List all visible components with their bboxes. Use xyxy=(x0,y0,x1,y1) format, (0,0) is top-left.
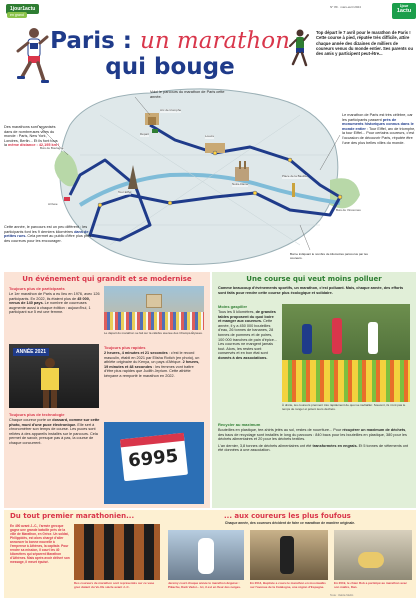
recycle-text-a: Bouteilles en plastique, tee-shirts jetés au sol, restes de nourriture... Pour xyxy=(218,428,343,432)
participants-heading: Toujours plus de participants xyxy=(9,286,65,291)
intro-text: Top départ le 7 avril pour le marathon de Paris ! Cette course à pied, réputée très difficile, attire chaque année des dizaines de milliers de coureurs venus du monde entier. Ses parents ou des amis y participent peut-être... xyxy=(316,30,414,57)
crazy-runners-subtitle: Chaque année, des coureurs décident de faire ce marathon de manière originale. xyxy=(224,521,356,525)
record-photo xyxy=(9,344,99,408)
participants-text-c: Le nombre de coureuses augmente aussi à chaque édition : aujourd'hui, 1 participant sur 5 est une femme. xyxy=(9,301,91,315)
recycle-text xyxy=(218,428,410,442)
recycle-highlight: récupérer un maximum de déchets xyxy=(342,428,406,432)
technology-block xyxy=(9,412,101,446)
logo-main: 1actu xyxy=(396,8,412,15)
issue-date: N° 89 · mars-avril 2024 xyxy=(330,5,361,9)
route-map xyxy=(0,85,420,270)
waste-text-c: Cette année, il y a 450 000 bouteilles d'eau, 26 tonnes de bananes, 28 tonnes de pommes et de poires, 100 000 tranches de pain d'épice... Les coureurs ne mangent jamais tout. Alors, les restes sont conservés et en bon état sont xyxy=(218,319,277,356)
runner-illustration-left xyxy=(14,25,50,85)
section-less-pollution xyxy=(212,272,416,508)
title-part-1: Paris : xyxy=(50,28,132,54)
top-bar xyxy=(0,0,420,22)
monuments-text-c: : Tour Eiffel, arc de triomphe, la tour Eiffel... Pour certains coureurs, c'est l'occasion de découvrir Paris, réputée être l'une des plus belles villes du monde. xyxy=(342,126,416,145)
map-label-vincennes: Bois de Vincennes xyxy=(336,208,361,212)
distance-note xyxy=(4,125,60,148)
bib-number: 6995 xyxy=(127,445,180,472)
route-change-highlight: dans de petites rues. xyxy=(4,229,89,239)
race-bib xyxy=(120,433,188,481)
champs-elysees-photo xyxy=(104,286,204,330)
brand-sub-badge: en grand xyxy=(7,12,27,18)
technology-heading: Toujours plus de technologie xyxy=(9,412,65,417)
runner-illustration-right xyxy=(288,28,310,68)
men-record: 2 heures, 4 minutes et 21 secondes xyxy=(104,351,168,355)
technology-highlight: dossard, comme sur cette photo, muni d'une puce électronique. xyxy=(9,418,100,427)
technology-text xyxy=(9,418,101,446)
map-label-bastille: Place de la Bastille xyxy=(282,174,308,178)
champs-elysees-caption: Le départ du marathon se fait sur la célèbre avenue des Champs-Élysées. xyxy=(104,331,203,335)
logo xyxy=(392,3,416,19)
distance-note-text: Des marathons sont organisés dans de nombreuses villes du monde : Paris, New York, Londres, Berlin... Et ils font tous la xyxy=(4,125,58,148)
footer-credit: Texte : Valérie Martin xyxy=(330,594,354,597)
waste-heading: Moins gaspiller xyxy=(218,304,248,309)
route-note: Voici le parcours du marathon de Paris cette année. xyxy=(150,90,225,99)
page-title xyxy=(50,28,290,80)
greek-vase-photo xyxy=(74,524,160,580)
greek-vase-caption: Des coureurs de marathon sont représentés sur ce vase grec datant du Ve-IVe siècle avant J.-C. xyxy=(74,581,155,589)
waste-highlight-2: donnés à des associations. xyxy=(218,355,268,360)
first-marathoner-title: Du tout premier marathonien... xyxy=(10,512,135,520)
speed-block xyxy=(104,345,204,379)
speed-text xyxy=(104,351,204,379)
women-record: 2 heures, 19 minutes et 48 secondes xyxy=(104,360,200,369)
moonwalk-runner-caption: En 2014, Baptiste a couru le marathon en moonwalks sur l'avenue de la Catalogne, une région d'Espagne. xyxy=(250,581,326,589)
waste-text xyxy=(218,310,278,361)
photo-banner: ANNÉE 2021 xyxy=(13,348,49,356)
men-record-text: : c'est le record masculin, établi en 2021 par Elisha Rotich (en photo), un athlète originaire du Kenya, un pays d'Afrique. xyxy=(104,351,200,365)
food-stand-caption: À droite, les coureurs prennent très rapidement de quoi se ravitailler. Souvent, ils n'ont pas le temps de ranger et jettent leurs déchets. xyxy=(282,403,406,411)
route-change-text-c: Cela permet au public d'être plus près des coureurs pour les encourager. xyxy=(4,234,92,243)
section2-title: Une course qui veut moins polluer xyxy=(246,275,382,283)
monuments-note xyxy=(342,113,416,145)
route-change-note xyxy=(4,225,96,243)
route-change-text-a: Cette année, le parcours est un peu différent : les participants font les 9 derniers kilomètres xyxy=(4,225,88,234)
recycle-text-c: , des bacs de recyclage sont installés le long du parcours : 840 bacs pour les bouteilles en plastique, 380 pour les déchets alimentaires et 20 pour les déchets textiles. xyxy=(218,428,407,442)
brand-badge: 1jour1actu xyxy=(6,4,39,14)
bib-photo xyxy=(104,422,204,504)
recycle-block xyxy=(218,422,410,453)
participants-text-a: Le 1er marathon de Paris a eu lieu en 1976, avec 126 participants. En 2022, ils étaient plus de xyxy=(9,292,100,301)
recycle-text-d: L'an dernier, 3,8 tonnes de déchets alimentaires ont été xyxy=(218,443,313,448)
participants-text xyxy=(9,292,101,315)
recycle-text-f: Et 5 tonnes de vêtements ont été données à une association. xyxy=(218,443,409,453)
costume-runner-photo xyxy=(168,530,244,580)
dog-runner-caption: En 2019, le chien Rob a participé au marathon avec son maître, Dan. xyxy=(334,581,408,589)
food-stand-photo xyxy=(282,304,410,402)
technology-text-c: Elle sert à chronométrer son temps de course. Les puces sont reliées à des appareils installés sur le parcours. Cela permet de savoir, presque pas à pas, la course de chaque concurrent. xyxy=(9,422,98,445)
participants-highlight: 45 000, venus de 140 pays. xyxy=(9,296,90,306)
costume-runner-caption: Jeremy court chaque année le marathon déguisé : Pikachu, Dark Vador... Ici, il est en fleur des neiges. xyxy=(168,581,241,589)
logo-top: 1jour xyxy=(399,4,409,8)
km-marker-note: Borne indiquant le nombre de kilomètres parcourus par les coureurs. xyxy=(290,252,368,260)
speed-heading: Toujours plus rapides xyxy=(104,345,146,350)
section-event-grows xyxy=(4,272,210,508)
monuments-highlight: près de monuments historiques connus dans le monde entier xyxy=(342,117,414,131)
waste-text-a: Tous les 5 kilomètres, xyxy=(218,310,256,314)
waste-block xyxy=(218,304,278,361)
technology-text-a: Chaque coureur porte un xyxy=(9,418,53,422)
section1-title: Un événement qui grandit et se modernise xyxy=(22,275,192,283)
participants-block xyxy=(9,286,101,315)
map-label-boulogne: Bois de Boulogne xyxy=(40,146,64,150)
map-label-louvre: Louvre xyxy=(205,134,215,138)
waste-highlight: de grandes tables proposent du quoi boire et manger aux coureurs. xyxy=(218,310,276,324)
departure-label: Départ xyxy=(140,132,150,136)
bottom-strip xyxy=(4,510,416,598)
distance-note-highlight: même distance : 42,195 km ! xyxy=(8,143,60,148)
section2-intro: Comme beaucoup d'événements sportifs, un marathon, c'est polluant. Mais, chaque année, des efforts sont faits pour rendre cette course plus écologique et solidaire. xyxy=(218,286,404,295)
moonwalk-runner-photo xyxy=(250,530,328,580)
dog-runner-photo xyxy=(334,530,412,580)
map-label-arc: Arc de triomphe xyxy=(160,108,182,112)
crazy-runners-title: ... aux coureurs les plus foufous xyxy=(224,512,351,520)
recycle-text-2 xyxy=(218,444,410,453)
title-part-2: un marathon xyxy=(140,28,290,54)
recycle-highlight-2: transformées en engrais. xyxy=(312,443,358,448)
monuments-text-a: Le marathon de Paris est très célèbre, car les participants passent xyxy=(342,113,413,122)
first-marathoner-text: En 490 avant J.-C., l'armée grecque gagne une grande bataille près de la ville de Marathon, en Grèce. Un soldat, Philippidès, est alors chargé d'aller annoncer la bonne nouvelle à l'empereur à Athènes, la capitale. Pour rendre sa mission, il court les 40 kilomètres qui séparent Marathon d'Athènes. Mais après avoir délivré son message, il meurt épuisé. xyxy=(10,524,70,564)
title-line-2: qui bouge xyxy=(105,54,235,80)
map-label-notre-dame: Notre-Dame xyxy=(232,182,249,186)
map-label-eiffel: Tour Eiffel xyxy=(118,190,132,194)
women-record-text: : les femmes vont battre d'être plus rapides que Judith Jeptum. Cette athlète kényane a remporté le marathon en 2022. xyxy=(104,364,194,378)
arrival-label: Arrivée xyxy=(48,202,58,206)
recycle-heading: Recycler au maximum xyxy=(218,422,261,427)
